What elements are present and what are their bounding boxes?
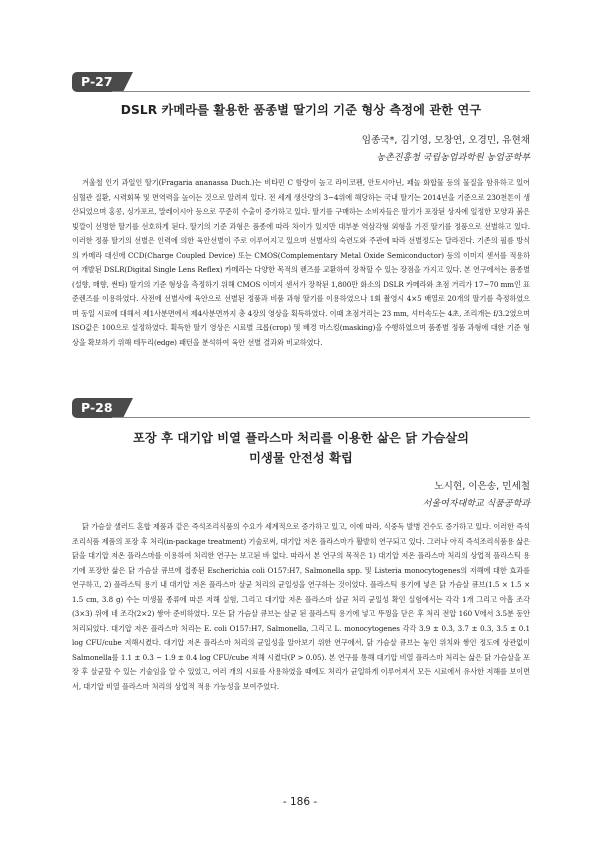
affiliation: 서울여자대학교 식품공학과 — [422, 499, 530, 509]
abstract-title-line-2: 미생물 안전성 확립 — [249, 451, 353, 465]
section-tag-row — [72, 398, 530, 420]
abstract-body: 겨울철 인기 과일인 딸기(Fragaria ananassa Duch.)는 비타민 C 함량이 높고 라이코펜, 안토시아닌, 페놀 화합물 등의 물질을 함유하고 있어 심혈관 질환, 시력회복 및 면역력을 높이는 것으로 알려져 있다. 전 세계 생산량의 3~4위에 해당하는 국내 딸기는 2014년을 기준으로 230천톤이 생산되었으며 홍콩, 싱가포르, 말레이시아 등으로 꾸준히 수출이 증가하고 있다. 딸기를 구매하는 소비자들은 딸기가 포장된 상자에 일정한 모양과 붉은 빛깔이 선명한 딸기를 선호하게 된다. 딸기의 기준 과형은 품종에 따라 차이가 있지만 대부분 역삼각형 외형을 가진 딸기를 정품으로 선별하고 있다. 이러한 정품 딸기의 선별은 인력에 의한 육안선별이 주로 이루어지고 있으며 선별사의 숙련도와 주관에 따라 선별정도는 달라진다. 기존의 필름 방식의 카메라 대신에 CCD(Charge Coupled Device) 또는 CMOS(Complementary Metal Oxide Semiconductor) 등의 이미지 센서를 적용하여 개발된 DSLR(Digital Single Lens Reflex) 카메라는 다양한 목적의 렌즈를 교환하여 장착할 수 있는 장점을 가지고 있다. 본 연구에서는 품종별(설향, 매향, 썬타) 딸기의 기준 형상을 측정하기 위해 CMOS 이미지 센서가 장착된 1,800만 화소의 DSLR 카메라와 초점 거리가 17~70 mm인 표준렌즈를 이용하였다. 사전에 선별사에 육안으로 선별된 정품과 비품 과형 딸기를 이용하였으나 1회 촬영시 4×5 배열로 20개의 딸기를 측정하였으며 동일 시료에 대해서 제1사분면에서 제4사분면까지 총 4장의 영상을 획득하였다. 이때 초점거리는 23 mm, 셔터속도는 4초, 조리개는 f/3.2였으며 ISO값은 100으로 설정하였다. 획득한 딸기 영상은 시료별 크롭(crop) 및 배경 마스킹(masking)을 수행하였으며 품종별 정품 과형에 대한 기준 형상을 확보하기 위해 테두리(edge) 패턴을 분석하여 육안 선별 결과와 비교하였다. — [72, 178, 530, 348]
abstract-p28 — [72, 398, 530, 695]
divider — [112, 417, 530, 418]
abstract-body: 닭 가슴살 샐러드 혼합 제품과 같은 즉석조리식품의 수요가 세계적으로 증가하고 있고, 이에 따라, 식중독 발병 건수도 증가하고 있다. 이러한 즉석조리식품 제품의 포장 후 처리(in-package treatment) 기술로써, 대기압 저온 플라스마가 활발히 연구되고 있다. 그러나 아직 즉석조리식품용 삶은 닭을 대기압 저온 플라스마를 이용하여 처리한 연구는 보고된 바 없다. 따라서 본 연구의 목적은 1) 대기압 저온 플라스마 처리의 상업적 플라스틱 용기에 포장한 삶은 닭 가슴살 큐브에 접종된 Escherichia coli O157:H7, Salmonella spp. 및 Listeria monocytogenes의 저해에 대한 효과를 연구하고, 2) 플라스틱 용기 내 대기압 저온 플라스마 살균 처리의 균일성을 연구하는 것이었다. 플라스틱 용기에 넣은 닭 가슴살 큐브(1.5 × 1.5 × 1.5 cm, 3.8 g) 수는 미생물 종류에 따른 저해 실험, 그리고 대기압 저온 플라스마 살균 처리 균일성 확인 실험에서는 각각 1개 그리고 아홉 조각(3×3) 위에 네 조각(2×2) 쌓아 준비하였다. 모든 닭 가슴살 큐브는 살균 된 플라스틱 용기에 넣고 뚜껑을 닫은 후 처리 전압 160 V에서 3.5분 동안 처리되었다. 대기압 저온 플라스마 처리는 E. coli O157:H7, Salmonella, 그리고 L. monocytogenes 각각 3.9 ± 0.3, 3.7 ± 0.3, 3.5 ± 0.1 log CFU/cube 저해시켰다. 대기압 저온 플라스마 처리의 균일성을 알아보기 위한 연구에서, 닭 가슴살 큐브는 놓인 위치와 쌓인 정도에 상관없이 Salmonella를 1.1 ± 0.3 ~ 1.9 ± 0.4 log CFU/cube 저해 시켰다(P > 0.05). 본 연구를 통해 대기압 비열 플라스마 처리는 삶은 닭 가슴살을 포장 후 살균할 수 있는 기술임을 알 수 있었고, 여러 개의 시료를 사용하였을 때에도 처리가 균일하게 이루어져서 모든 시료에서 유사한 저해를 보이면서, 대기압 비열 플라스마 처리의 상업적 적용 가능성을 보여주었다. — [72, 522, 530, 692]
divider — [112, 91, 530, 92]
abstract-p27 — [72, 72, 530, 351]
authors: 임종국*, 김기영, 모창연, 오경민, 유현채 — [361, 135, 530, 146]
section-tag-row — [72, 72, 530, 94]
page-number: - 186 - — [282, 796, 318, 808]
authors: 노시현, 이은송, 민세철 — [434, 481, 530, 492]
abstract-title-line-1: 포장 후 대기압 비열 플라스마 처리를 이용한 삶은 닭 가슴살의 — [133, 431, 469, 445]
section-tag: P-28 — [72, 398, 123, 418]
abstract-title: DSLR 카메라를 활용한 품종별 딸기의 기준 형상 측정에 관한 연구 — [120, 103, 482, 117]
section-tag: P-27 — [72, 72, 123, 92]
affiliation: 농촌진흥청 국립농업과학원 농업공학부 — [376, 153, 530, 163]
